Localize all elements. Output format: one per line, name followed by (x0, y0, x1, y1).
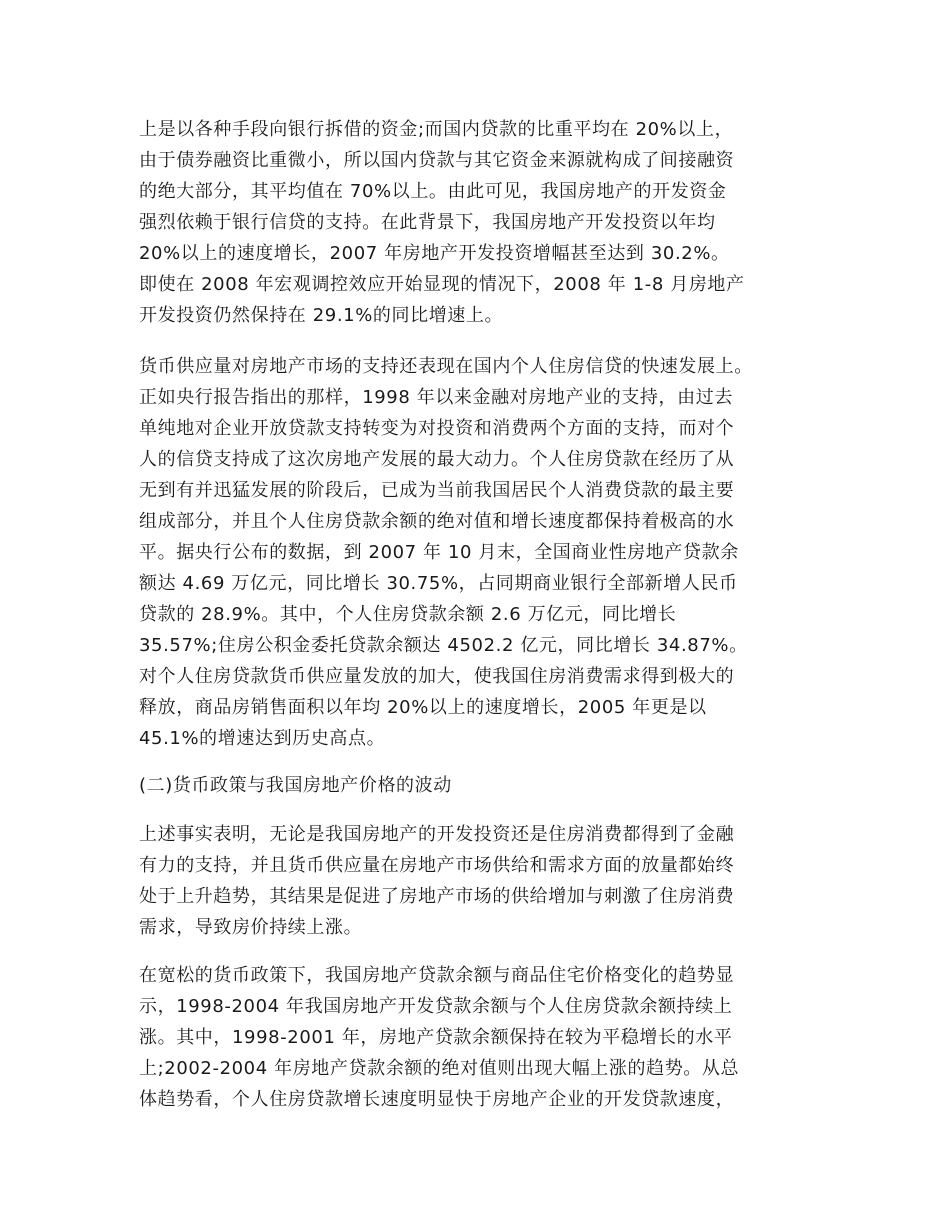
text-line: 示，1998-2004 年我国房地产开发贷款余额与个人住房贷款余额持续上 (139, 996, 733, 1017)
text-line: 对个人住房贷款货币供应量发放的加大，使我国住房消费需求得到极大的 (139, 666, 735, 687)
text-line: 上述事实表明，无论是我国房地产的开发投资还是住房消费都得到了金融 (139, 824, 735, 845)
text-line: 正如央行报告指出的那样，1998 年以来金融对房地产业的支持，由过去 (139, 387, 733, 408)
paragraph-4 (139, 960, 829, 1115)
text-line: 组成部分，并且个人住房贷款余额的绝对值和增长速度都保持着极高的水 (139, 511, 735, 532)
text-line: 45.1%的增速达到历史高点。 (139, 728, 386, 749)
paragraph-1 (139, 114, 829, 331)
text-line: 35.57%;住房公积金委托贷款余额达 4502.2 亿元，同比增长 34.87%。 (139, 635, 748, 656)
text-line: 的绝大部分，其平均值在 70%以上。由此可见，我国房地产的开发资金 (139, 181, 727, 202)
text-line: 有力的支持，并且货币供应量在房地产市场供给和需求方面的放量都始终 (139, 855, 735, 876)
text-line: 由于债券融资比重微小，所以国内贷款与其它资金来源就构成了间接融资 (139, 150, 735, 171)
text-line: 释放，商品房销售面积以年均 20%以上的速度增长，2005 年更是以 (139, 697, 707, 718)
text-line: 贷款的 28.9%。其中，个人住房贷款余额 2.6 万亿元，同比增长 (139, 604, 677, 625)
text-line: 需求，导致房价持续上涨。 (139, 917, 363, 938)
text-line: 平。据央行公布的数据，到 2007 年 10 月末，全国商业性房地产贷款余 (139, 542, 739, 563)
section-heading-text: (二)货币政策与我国房地产价格的波动 (139, 775, 452, 796)
paragraph-3 (139, 819, 829, 943)
text-line: 无到有并迅猛发展的阶段后，已成为当前我国居民个人消费贷款的最主要 (139, 480, 735, 501)
text-line: 上;2002-2004 年房地产贷款余额的绝对值则出现大幅上涨的趋势。从总 (139, 1058, 740, 1079)
text-line: 20%以上的速度增长，2007 年房地产开发投资增幅甚至达到 30.2%。 (139, 243, 730, 264)
text-line: 涨。其中，1998-2001 年，房地产贷款余额保持在较为平稳增长的水平 (139, 1027, 733, 1048)
text-line: 强烈依赖于银行信贷的支持。在此背景下，我国房地产开发投资以年均 (139, 212, 716, 233)
text-line: 单纯地对企业开放贷款支持转变为对投资和消费两个方面的支持，而对个 (139, 418, 735, 439)
text-line: 上是以各种手段向银行拆借的资金;而国内贷款的比重平均在 20%以上， (139, 119, 734, 140)
text-line: 即使在 2008 年宏观调控效应开始显现的情况下，2008 年 1-8 月房地产 (139, 274, 745, 295)
paragraph-2 (139, 351, 829, 754)
text-line: 体趋势看，个人住房贷款增长速度明显快于房地产企业的开发贷款速度， (139, 1089, 735, 1110)
text-line: 货币供应量对房地产市场的支持还表现在国内个人住房信贷的快速发展上。 (139, 356, 753, 377)
text-line: 人的信贷支持成了这次房地产发展的最大动力。个人住房贷款在经历了从 (139, 449, 735, 470)
text-line: 处于上升趋势，其结果是促进了房地产市场的供给增加与刺激了住房消费 (139, 886, 735, 907)
text-line: 额达 4.69 万亿元，同比增长 30.75%，占同期商业银行全部新增人民币 (139, 573, 738, 594)
text-line: 在宽松的货币政策下，我国房地产贷款余额与商品住宅价格变化的趋势显 (139, 965, 735, 986)
text-line: 开发投资仍然保持在 29.1%的同比增速上。 (139, 305, 504, 326)
section-heading (139, 770, 829, 801)
